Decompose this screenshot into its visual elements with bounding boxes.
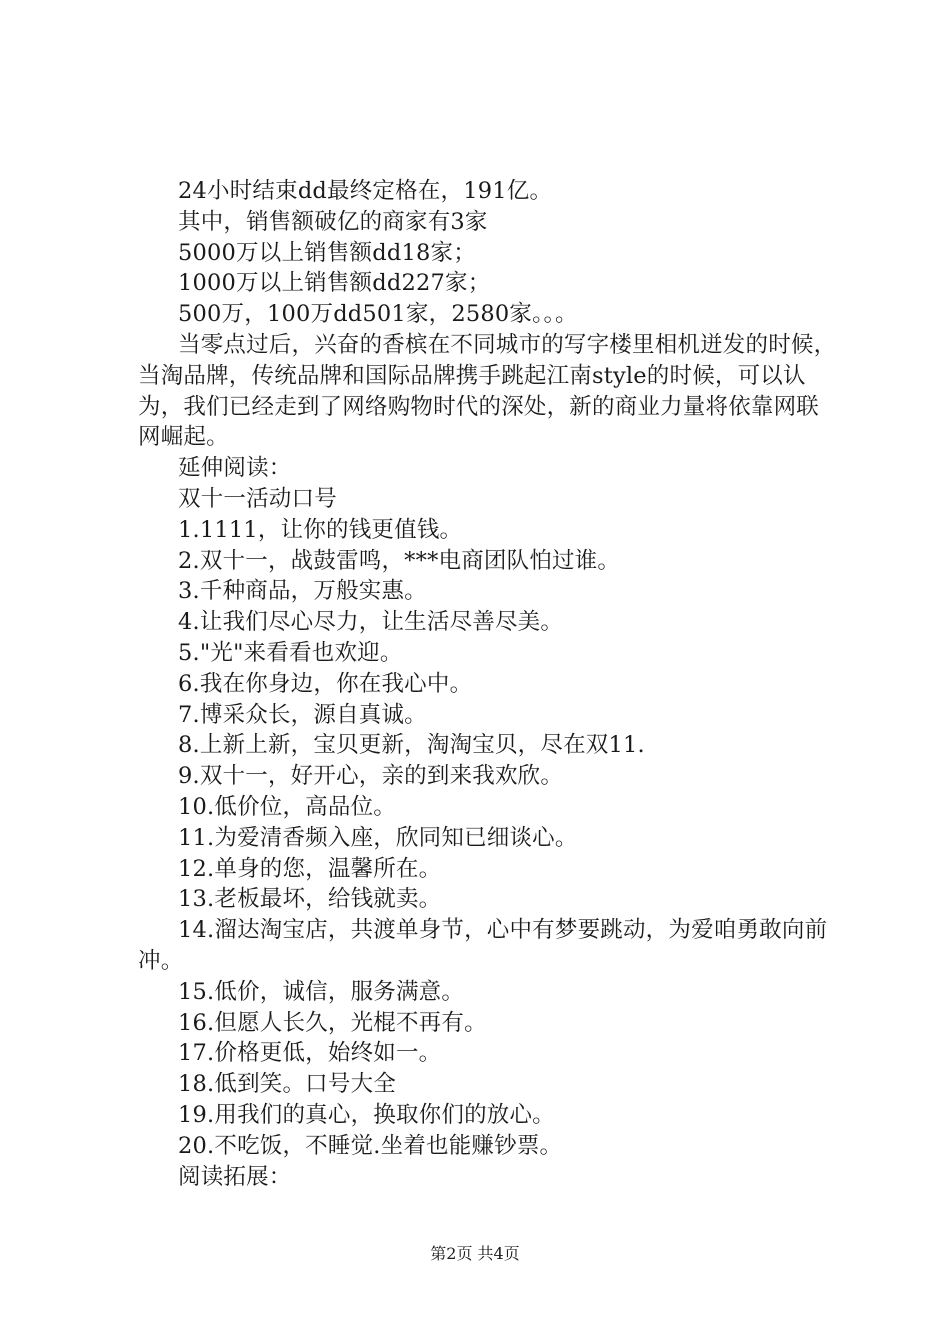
list-item: 19.用我们的真心，换取你们的放心。 <box>178 1101 555 1128</box>
list-item: 14.溜达淘宝店，共渡单身节，心中有梦要跳动，为爱咱勇敢向前冲。 <box>138 917 828 974</box>
paragraph: 24小时结束dd最终定格在，191亿。 <box>178 178 553 204</box>
paragraph: 500万，100万dd501家，2580家。。。 <box>178 301 578 328</box>
list-item: 12.单身的您，温馨所在。 <box>178 855 442 882</box>
list-item: 1.1111，让你的钱更值钱。 <box>178 516 463 543</box>
list-item: 8.上新上新，宝贝更新，淘淘宝贝，尽在双11. <box>178 732 645 759</box>
paragraph: 5000万以上销售额dd18家； <box>178 239 476 266</box>
paragraph: 1000万以上销售额dd227家； <box>178 270 491 297</box>
list-item: 13.老板最坏，给钱就卖。 <box>178 886 442 913</box>
list-item: 16.但愿人长久，光棍不再有。 <box>178 1009 487 1036</box>
list-item: 17.价格更低，始终如一。 <box>178 1040 442 1067</box>
list-item: 7.博采众长，源自真诚。 <box>178 701 427 728</box>
section-heading: 阅读拓展： <box>178 1163 292 1190</box>
list-item: 2.双十一，战鼓雷鸣，***电商团队怕过谁。 <box>178 547 621 574</box>
paragraph: 其中，销售额破亿的商家有3家 <box>178 208 488 235</box>
page-number-footer: 第2页 共4页 <box>430 1244 520 1263</box>
list-item: 9.双十一，好开心，亲的到来我欢欣。 <box>178 763 564 790</box>
list-item: 18.低到笑。口号大全 <box>178 1071 396 1098</box>
list-item: 5."光"来看看也欢迎。 <box>178 639 403 666</box>
list-item: 10.低价位，高品位。 <box>178 793 396 820</box>
list-item: 4.让我们尽心尽力，让生活尽善尽美。 <box>178 609 564 636</box>
list-item: 15.低价，诚信，服务满意。 <box>178 978 465 1005</box>
list-item: 20.不吃饭，不睡觉.坐着也能赚钞票。 <box>178 1132 563 1159</box>
list-item: 3.千种商品，万般实惠。 <box>178 578 427 605</box>
section-heading: 双十一活动口号 <box>178 485 337 512</box>
list-item: 11.为爱清香频入座，欣同知已细谈心。 <box>178 824 578 851</box>
list-item: 6.我在你身边，你在我心中。 <box>178 670 473 697</box>
document-body <box>138 176 838 1192</box>
section-heading: 延伸阅读： <box>178 455 292 482</box>
paragraph: 当零点过后，兴奋的香槟在不同城市的写字楼里相机迸发的时候，当淘品牌，传统品牌和国际品牌携手跳起江南style的时候，可以认为，我们已经走到了网络购物时代的深处，新的商业力量将依靠网联网崛起。 <box>138 331 837 451</box>
